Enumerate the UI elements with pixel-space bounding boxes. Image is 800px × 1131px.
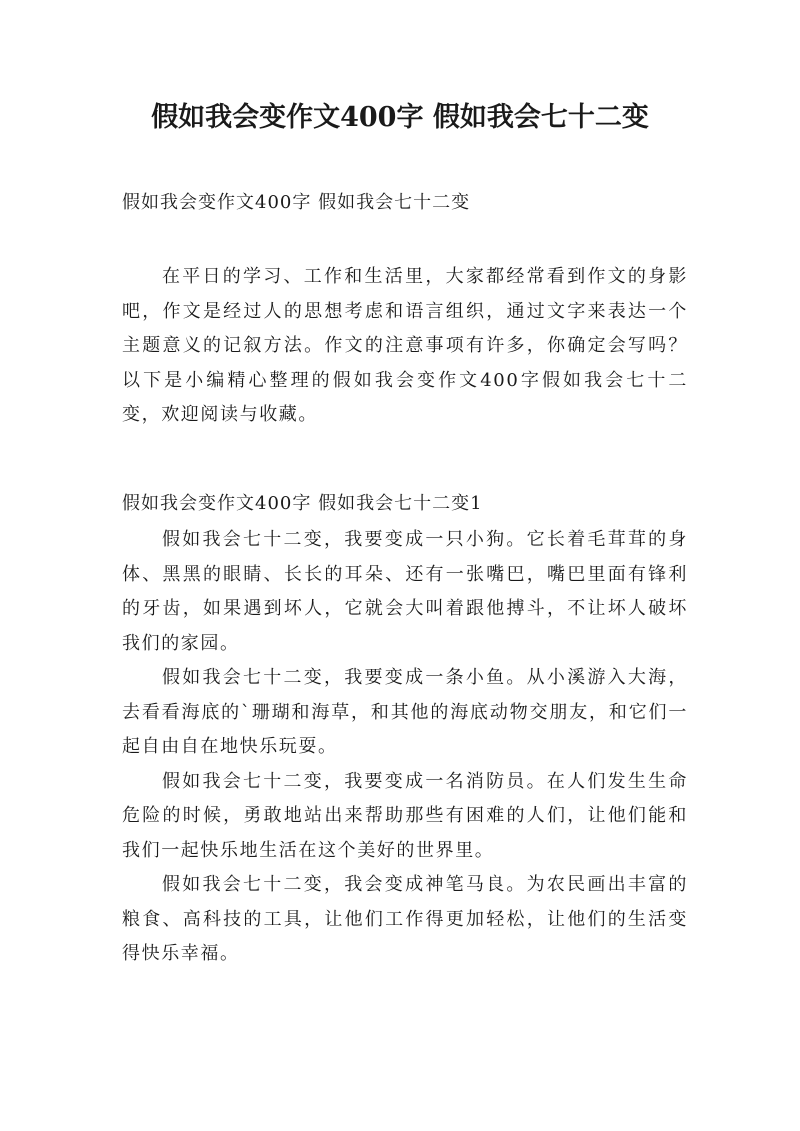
document-subtitle: 假如我会变作文400字 假如我会七十二变	[122, 192, 471, 213]
document-title: 假如我会变作文400字 假如我会七十二变	[151, 102, 649, 133]
section-heading: 假如我会变作文400字 假如我会七十二变1	[122, 493, 483, 514]
essay-paragraph: 假如我会七十二变，我要变成一只小狗。它长着毛茸茸的身体、黑黑的眼睛、长长的耳朵、还有一张嘴巴，嘴巴里面有锋利的牙齿，如果遇到坏人，它就会大叫着跟他搏斗，不让坏人破坏我们的家园。	[122, 529, 688, 654]
essay-paragraph: 假如我会七十二变，我要变成一条小鱼。从小溪游入大海，去看看海底的`珊瑚和海草，和其他的海底动物交朋友，和它们一起自由自在地快乐玩耍。	[122, 667, 688, 757]
essay-body	[122, 523, 688, 972]
essay-paragraph: 假如我会七十二变，我会变成神笔马良。为农民画出丰富的粮食、高科技的工具，让他们工作得更加轻松，让他们的生活变得快乐幸福。	[122, 874, 688, 964]
intro-paragraph: 在平日的学习、工作和生活里，大家都经常看到作文的身影吧，作文是经过人的思想考虑和语言组织，通过文字来表达一个主题意义的记叙方法。作文的注意事项有许多，你确定会写吗？以下是小编精心整理的假如我会变作文400字假如我会七十二变，欢迎阅读与收藏。	[122, 266, 688, 425]
essay-paragraph: 假如我会七十二变，我要变成一名消防员。在人们发生生命危险的时候，勇敢地站出来帮助那些有困难的人们，让他们能和我们一起快乐地生活在这个美好的世界里。	[122, 770, 688, 861]
